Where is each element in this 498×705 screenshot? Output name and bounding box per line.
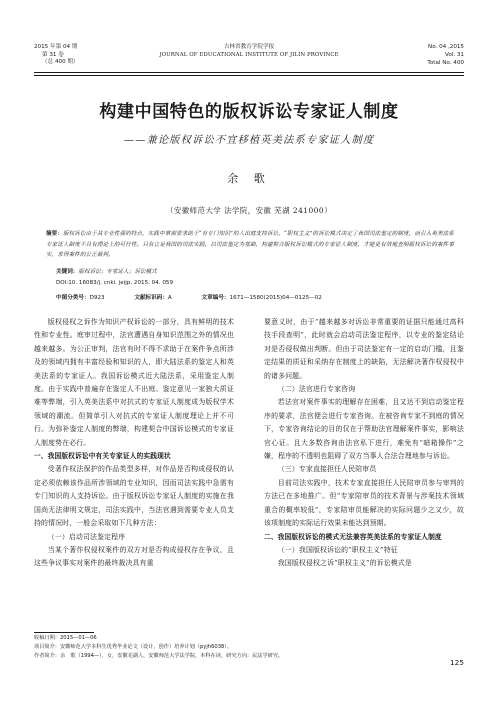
doc-code-label: 文献标识码： [134, 295, 168, 301]
classification-line [56, 293, 350, 301]
body-paragraph: 要意义时，由于“越来越多对诉讼非常重要的证据只能通过高科技手段查明”，此时就会启动司法鉴定程序，以专业的鉴定结论对是否侵权做出判断。但由于司法鉴定有一定的启动门槛，且鉴定结果的质证和采纳存在制度上的缺陷，无法解决著作权侵权中的诸多问题。 [264, 318, 464, 380]
author-bio: 作者简介：余 歌（1994—），女，安徽芜湖人，安徽师范大学法学院，本科在读，研究方向：民法学研究。 [34, 653, 284, 659]
issue-info-en: No. 04 ,2015 Vol. 31 Total No. 400 [427, 44, 464, 66]
section-heading: 二、我国版权诉讼的模式无法兼容英美法系的专家证人制度 [264, 532, 442, 541]
body-paragraph: 当某个著作权侵权案件的双方对是否构成侵权存在争议，且这些争议事实对案件的最终裁决具有重 [34, 545, 234, 568]
subsection-heading: （一）启动司法鉴定程序 [47, 532, 126, 541]
article-no-value: 1671—1580(2015)04—0125—02 [229, 295, 322, 301]
footnote-rule [34, 632, 94, 633]
doc-code-value: A [167, 295, 172, 301]
clc-value: D923 [89, 295, 105, 301]
body-paragraph: 我国版权侵权之诉“职权主义”的诉讼模式是 [277, 559, 412, 568]
header-rule [34, 72, 464, 73]
doi: DOI:10. 16083/j. cnki. jeijp. 2015. 04. 059 [56, 280, 174, 286]
journal-name-cn: 吉林省教育学院学报 [223, 44, 275, 50]
running-header [34, 44, 464, 72]
page-number: 125 [449, 658, 464, 667]
body-paragraph: 若法官对案件事实的理解存在困难，且又达不到启动鉴定程序的要求，法官便会进行专家咨询。在被咨询专家不到庭的情况下，专家咨询结论的目的仅在于帮助法官理解案件事实，影响法官心证。且大多数咨询由法官私下进行，难免有“暗箱操作”之嫌，程序的不透明也阻碍了双方当事人合法合理地参与诉讼。 [264, 398, 464, 461]
article-subtitle: ——兼论版权诉讼不宜移植英美法系专家证人制度 [123, 135, 375, 146]
abstract [46, 229, 454, 261]
clc-label: 中图分类号： [56, 295, 90, 301]
subsection-heading: （三）专家直接担任人民陪审员 [277, 465, 377, 474]
issue-info-cn: 2015 年第 04 期 第 31 卷 （总 400 期） [34, 44, 79, 66]
subsection-heading: （一）我国版权诉讼的“职权主义”特征 [277, 545, 398, 554]
body-column-left [34, 316, 234, 571]
body-column-right [264, 316, 464, 571]
body-paragraph: 版权侵权之诉作为知识产权诉讼的一部分，具有鲜明的技术性和专业性。庭审过程中，法官遭遇自身知识范围之外的情况也越来越多。为公正审判，法官有时不得不求助于在案件争点所涉及的领域内拥有丰富经验和知识的人，即大陆法系的鉴定人和英美法系的专家证人。我国诉讼模式近大陆法系，采用鉴定人制度。由于实践中普遍存在鉴定人不出庭、鉴定意见一家独大质证难等弊端，引入英美法系中对抗式的专家证人制度成为版权学术领域的潮流。但简单引入对抗式的专家证人制度理论上并不可行。为弥补鉴定人制度的弊端，构建契合中国诉讼模式的专家证人制度势在必行。 [34, 318, 234, 447]
subsection-heading: （二）法官进行专家咨询 [277, 385, 356, 394]
journal-name [34, 44, 464, 60]
keywords [56, 267, 157, 275]
keywords-text: 版权诉讼；专家证人；诉讼模式 [78, 269, 157, 275]
abstract-text: 版权诉讼由于其专业性强的特点，实践中常需要求助于“有专门知识”的人出庭支持诉讼。“职权主义”的诉讼模式决定了我国司法鉴定的制度，而引入英美法系专家证人制度不具有理论上的可行性。只有立足我国的司法实践，以司法鉴定为基础，构建契合版权诉讼模式的专家证人制度，才能更有效地查明版权诉讼的案件事实，求得案件的公正裁判。 [46, 231, 455, 259]
author-name: 余 歌 [227, 172, 271, 185]
journal-name-en: JOURNAL OF EDUCATIONAL INSTITUTE OF JILIN PROVINCE [159, 51, 339, 58]
article-no-label: 文章编号： [201, 295, 230, 301]
author-affiliation: （安徽师范大学 法学院，安徽 芜湖 241000） [165, 206, 332, 215]
footnote [34, 634, 464, 661]
header-rule-thin [34, 75, 464, 76]
body-paragraph: 目前司法实践中，技术专家直接担任人民陪审员参与审判的方法已在多地推广。但“专家陪审员的技术背景与涉案技术领域重合的概率较低”，专家陪审员能解决的实际问题少之又少，故该项制度的实际运行效果未能达到预期。 [264, 478, 464, 528]
body-paragraph: 受著作权法保护的作品类型多样，对作品是否构成侵权的认定必须依赖该作品所涉领域的专业知识，因而司法实践中急需有专门知识的人支持诉讼。由于版权诉讼专家证人制度的实施在我国尚无法律明文规定，司法实践中，当法官遇到需要专业人员支持的情况时，一般会采取如下几种方法： [34, 465, 234, 528]
article-title: 构建中国特色的版权诉讼专家证人制度 [99, 102, 399, 122]
section-heading: 一、我国版权诉讼中有关专家证人的实践现状 [34, 452, 171, 461]
abstract-label: 摘要： [46, 231, 63, 237]
received-date: 收稿日期：2015—01—06 [34, 635, 97, 641]
funding-note: 项目简介：安徽师范大学本科生优秀毕业论文（设计、创作）培养计划（pyjh6038）。 [34, 644, 233, 650]
keywords-label: 关键词： [56, 269, 79, 275]
